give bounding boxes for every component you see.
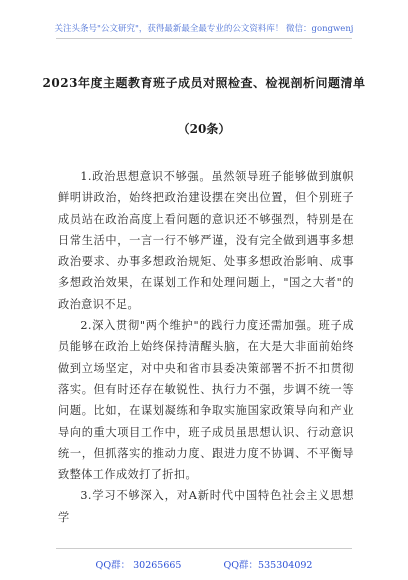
document-title: 2023年度主题教育班子成员对照检查、检视剖析问题清单 (42, 76, 366, 90)
document-count: （20条） (177, 122, 231, 136)
paragraph-3: 3.学习不够深入，对A新时代中国特色社会主义思想学 (58, 489, 354, 524)
footer-qq-group-2: QQ群：535304092 (223, 560, 313, 571)
paragraph-2: 2.深入贯彻"两个维护"的践行力度还需加强。班子成员能够在政治上始终保持清醒头脑，在大是大非面前始终做到立场坚定，对中央和省市县委决策部署不折不扣贯彻落实。但有时还存在敏锐性、执行力不强，步调不统一等问题。比如，在谋划凝练和争取实施国家政策导向和产业导向的重大项目工作中，班子成员虽思想认识、行动意识统一，但抓落实的推动力度、跟进力度不协调、不平衡导致整体工作成效打了折扣。 (58, 319, 354, 482)
paragraph-1: 1.政治思想意识不够强。虽然领导班子能够做到旗帜鲜明讲政治，始终把政治建设摆在突出位置，但个别班子成员站在政治高度上看问题的意识还不够强烈，特别是在日常生活中，一言一行不够严谨，没有完全做到遇事多想政治要求、办事多想政治规矩、处事多想政治影响、成事多想政治效果，在谋划工作和处理问题上，"国之大者"的政治意识不足。 (58, 170, 354, 311)
header-divider (56, 38, 352, 39)
header-promo: 关注头条号"公文研究"，获得最新最全最专业的公文资料库！ 微信：gongwenj (54, 24, 354, 34)
footer-divider (56, 548, 352, 549)
footer-qq-group-1: QQ群： 30265665 (95, 560, 182, 571)
footer (0, 557, 408, 571)
document-body (58, 166, 354, 528)
